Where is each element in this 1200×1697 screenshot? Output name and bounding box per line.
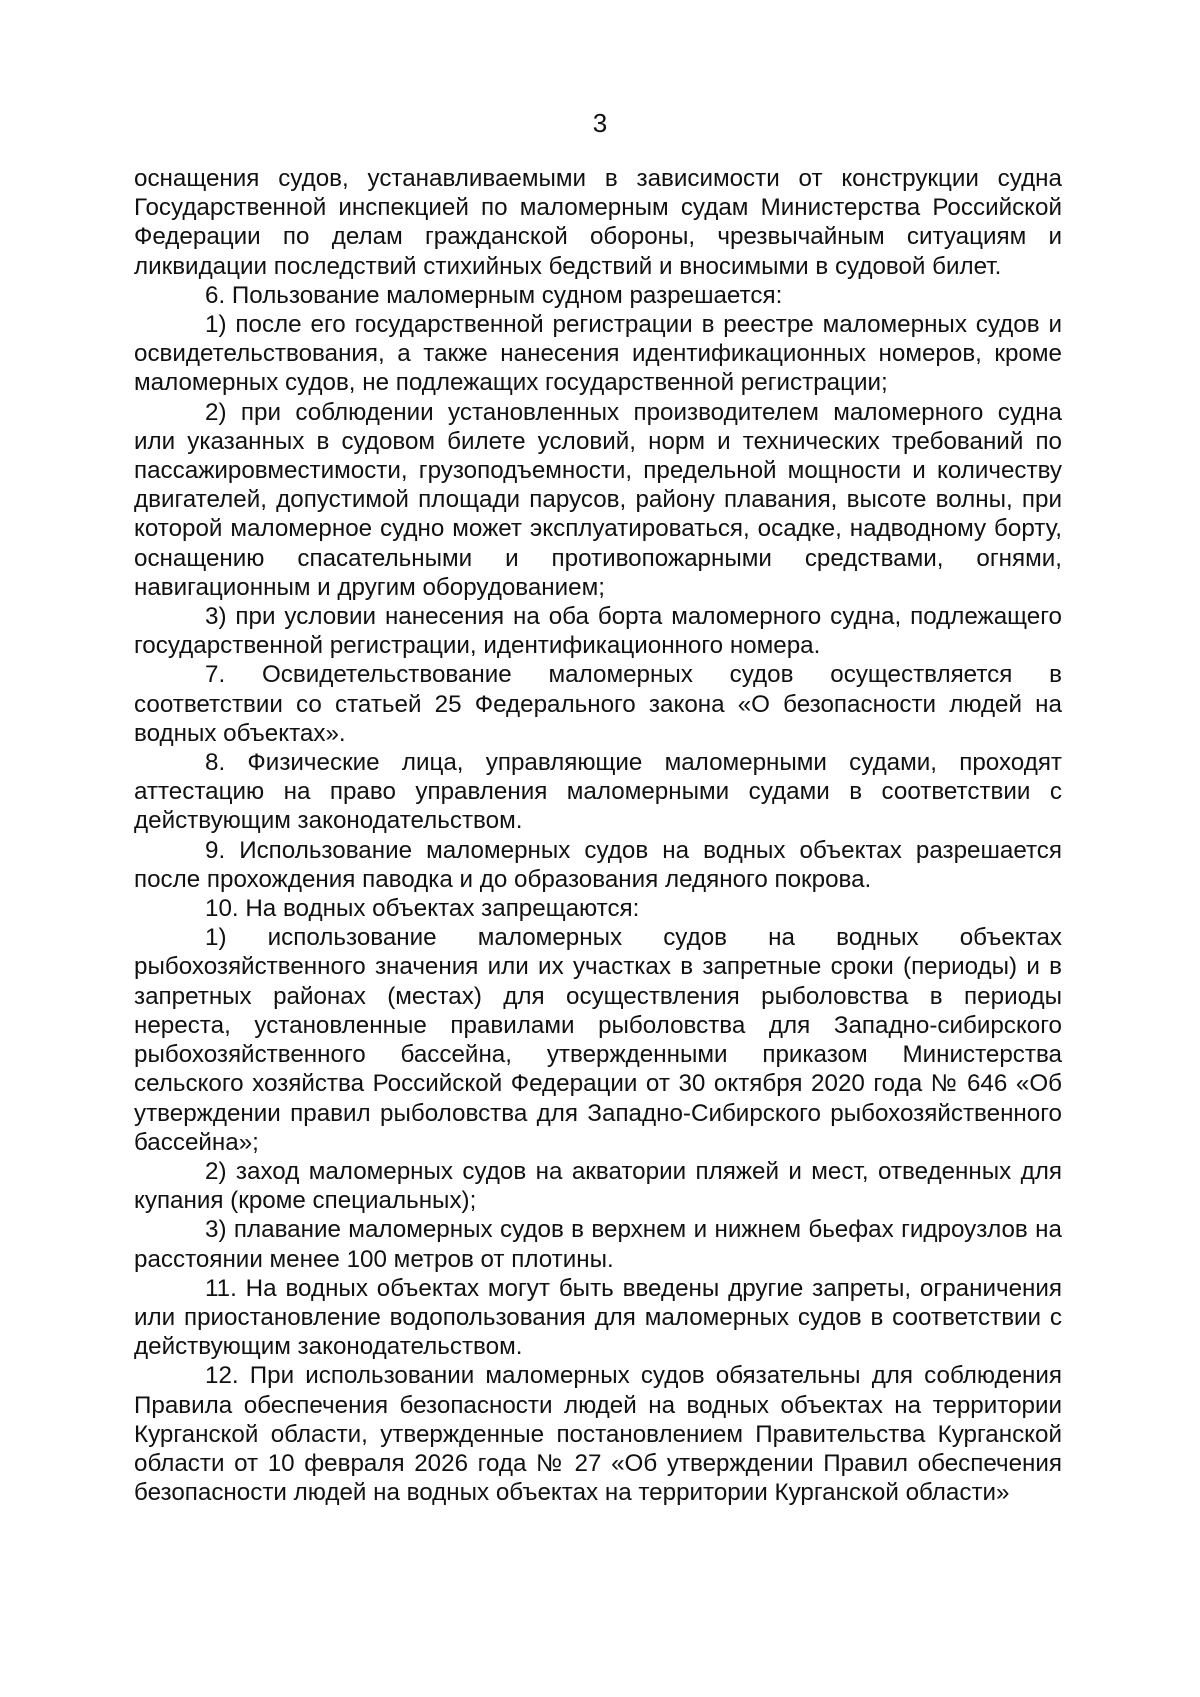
page-number: 3 [592, 108, 608, 138]
paragraph-item-12: 12. При использовании маломерных судов обязательны для соблюдения Правила обеспечения безопасности людей на водных объектах на территории Курганской области, утвержденные постановлением Правительства Курганской области от 10 февраля 2026 года № 27 «Об утверждении Правил обеспечения безопасности людей на водных объектах на территории Курганской области» [134, 1362, 1062, 1507]
paragraph-item-10-1: 1) использование маломерных судов на водных объектах рыбохозяйственного значения или их участках в запретные сроки (периоды) и в запретных районах (местах) для осуществления рыболовства в периоды нереста, установленные правилами рыболовства для Западно-сибирского рыбохозяйственного бассейна, утвержденными приказом Министерства сельского хозяйства Российской Федерации от 30 октября 2020 года № 646 «Об утверждении правил рыболовства для Западно-Сибирского рыбохозяйственного бассейна»; [134, 924, 1062, 1156]
paragraph-item-8: 8. Физические лица, управляющие маломерными судами, проходят аттестацию на право управления маломерными судами в соответствии с действующим законодательством. [134, 749, 1062, 835]
paragraph-item-10-3: 3) плавание маломерных судов в верхнем и нижнем бьефах гидроузлов на расстоянии менее 100 метров от плотины. [134, 1216, 1062, 1273]
paragraph-item-7: 7. Освидетельствование маломерных судов осуществляется в соответствии со статьей 25 Федерального закона «О безопасности людей на водных объектах». [134, 661, 1062, 747]
paragraph-item-6-1: 1) после его государственной регистрации в реестре маломерных судов и освидетельствования, а также нанесения идентификационных номеров, кроме маломерных судов, не подлежащих государственной регистрации; [134, 311, 1062, 397]
paragraph-item-10: 10. На водных объектах запрещаются: [205, 895, 640, 923]
paragraph-item-11: 11. На водных объектах могут быть введены другие запреты, ограничения или приостановление водопользования для маломерных судов в соответствии с действующим законодательством. [134, 1274, 1062, 1361]
paragraph-continuation: оснащения судов, устанавливаемыми в зависимости от конструкции судна Государственной инспекцией по маломерным судам Министерства Российской Федерации по делам гражданской обороны, чрезвычайным ситуациям и ликвидации последствий стихийных бедствий и вносимыми в судовой билет. [134, 165, 1062, 280]
paragraph-item-10-2: 2) заход маломерных судов на акватории пляжей и мест, отведенных для купания (кроме специальных); [134, 1157, 1062, 1215]
paragraph-item-9: 9. Использование маломерных судов на водных объектах разрешается после прохождения паводка и до образования ледяного покрова. [134, 836, 1062, 893]
document-body [134, 164, 1062, 1507]
paragraph-item-6: 6. Пользование маломерным судном разрешается: [205, 281, 783, 309]
paragraph-item-6-3: 3) при условии нанесения на оба борта маломерного судна, подлежащего государственной регистрации, идентификационного номера. [134, 603, 1062, 660]
paragraph-item-6-2: 2) при соблюдении установленных производителем маломерного судна или указанных в судовом билете условий, норм и технических требований по пассажировместимости, грузоподъемности, предельной мощности и количеству двигателей, допустимой площади парусов, району плавания, высоте волны, при которой маломерное судно может эксплуатироваться, осадке, надводному борту, оснащению спасательными и противопожарными средствами, огнями, навигационным и другим оборудованием; [134, 398, 1062, 601]
